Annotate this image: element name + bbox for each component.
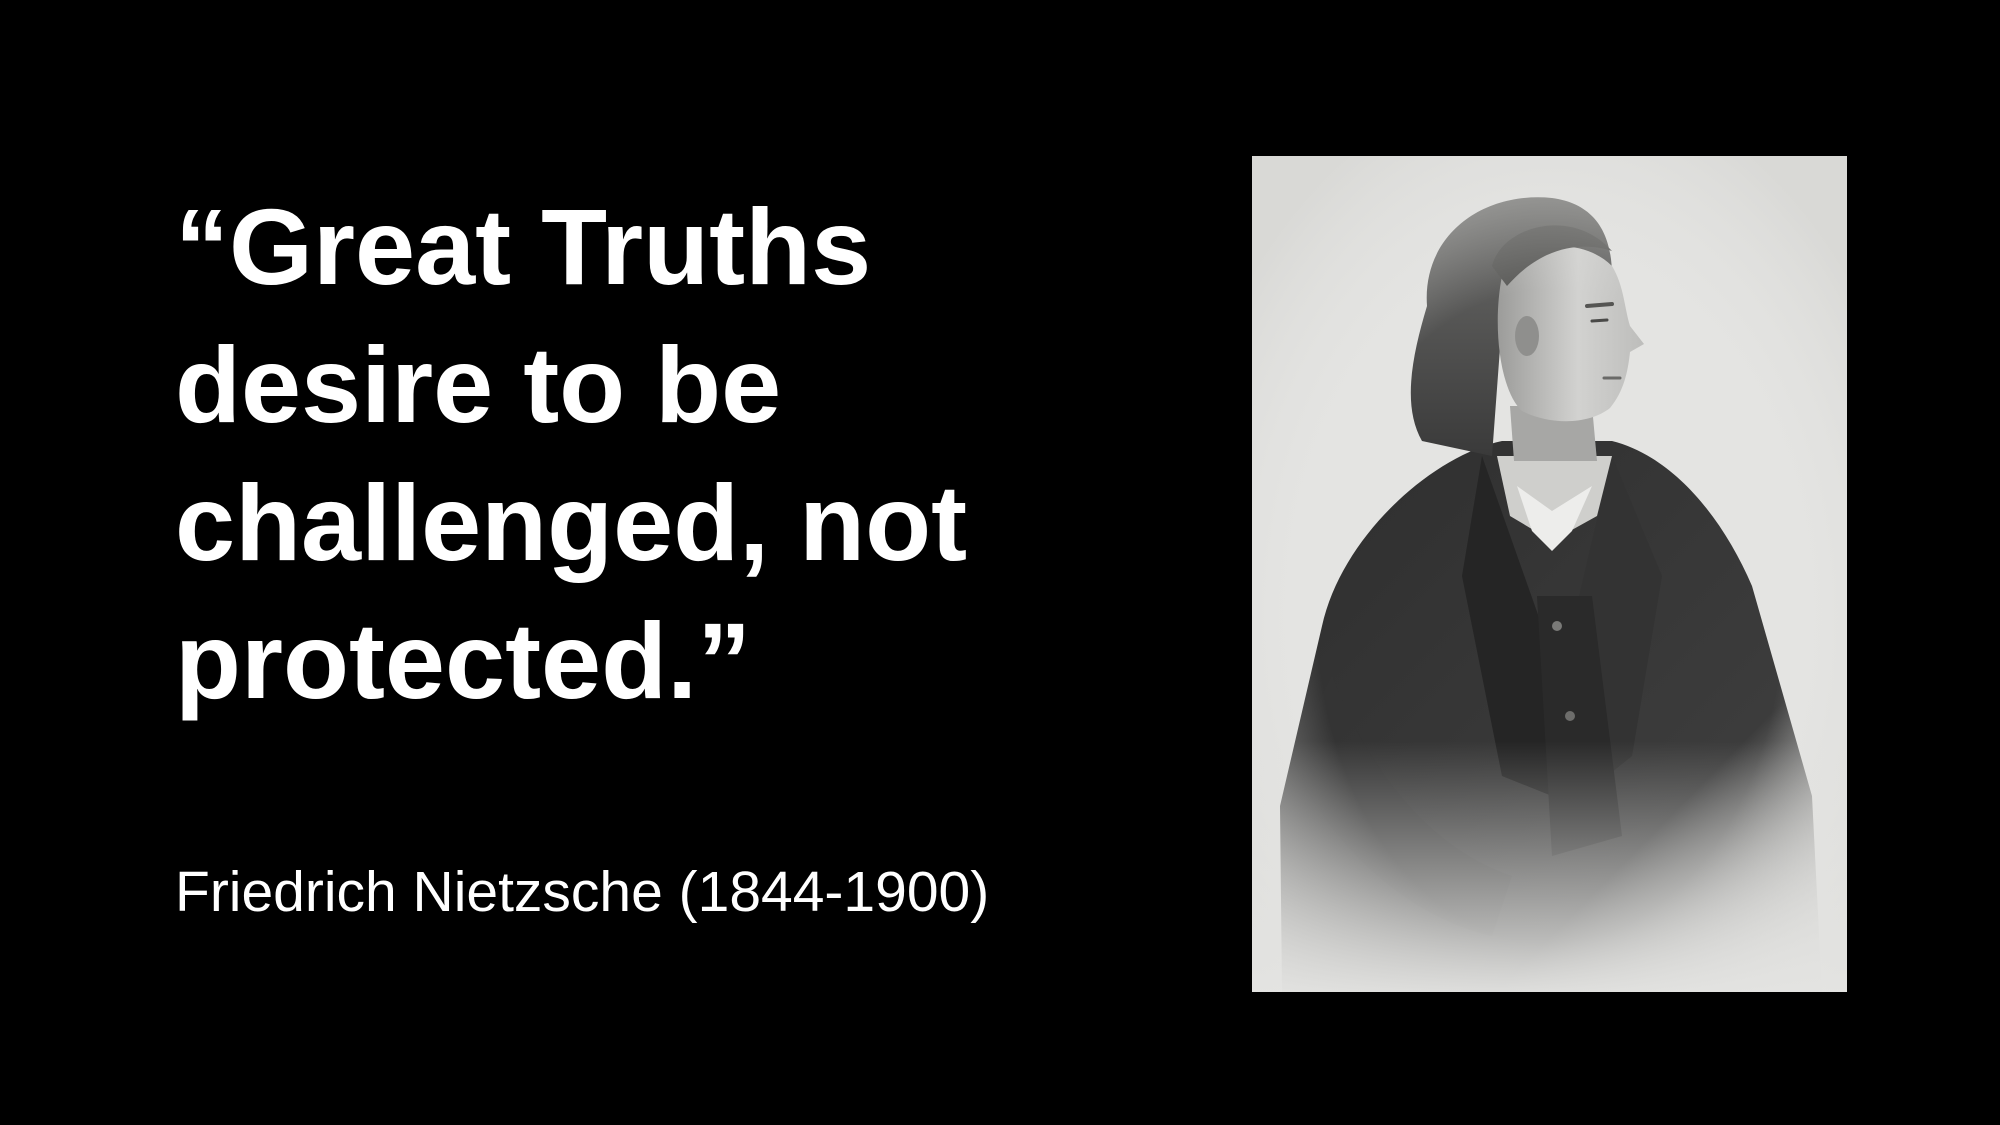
quote-line: protected.” (175, 600, 752, 721)
quote-attribution: Friedrich Nietzsche (1844-1900) (175, 860, 990, 924)
quote-line: challenged, not (175, 462, 968, 583)
quote-text (175, 178, 1175, 730)
quote-line: desire to be (175, 324, 782, 445)
portrait-illustration (1252, 156, 1847, 992)
portrait-photo (1252, 156, 1847, 992)
quote-line: “Great Truths (175, 186, 872, 307)
